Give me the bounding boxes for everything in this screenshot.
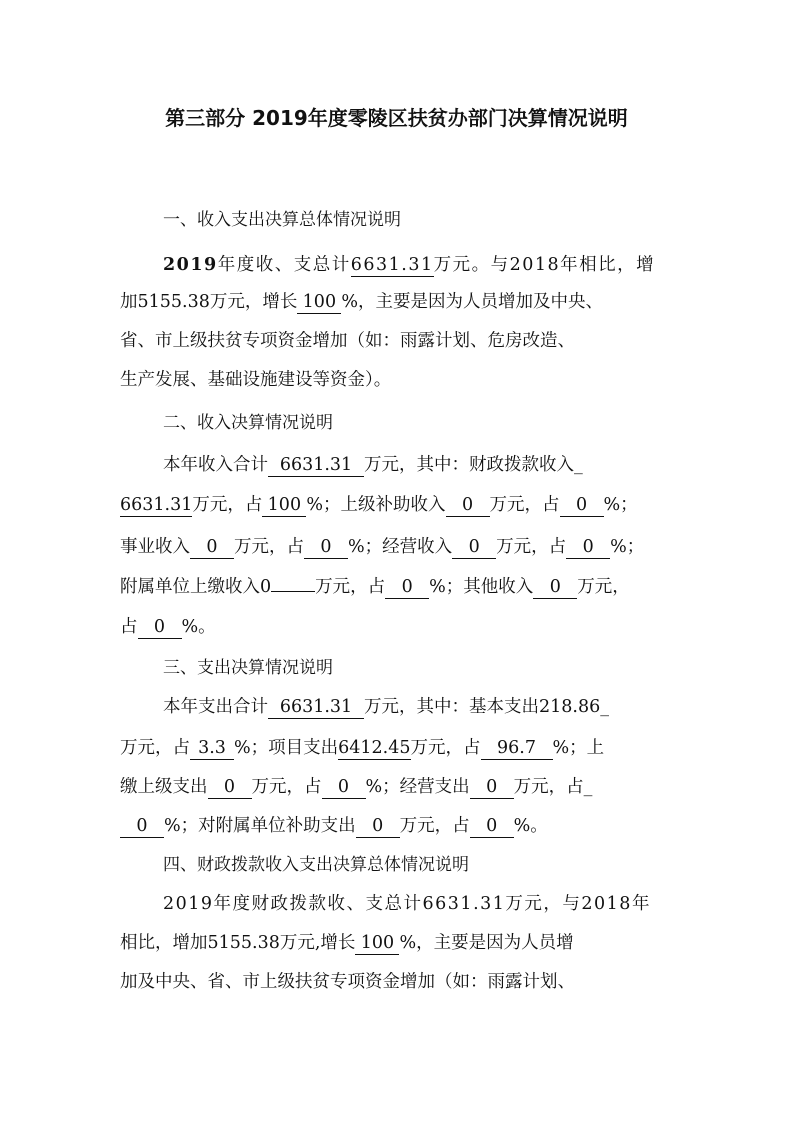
s1-line-1 [163,251,655,279]
s1-growth-value: 100 [297,291,341,314]
s3-text: %；项目支出 [234,738,339,758]
s2-text: 万元， [577,577,630,597]
s2-line-3 [120,533,644,561]
s2-text: 附属单位上缴收入0 [120,577,272,597]
s3-upper-pct: 0 [322,776,366,799]
s1-line-4: 生产发展、基础设施建设等资金）。 [120,370,392,390]
s3-upper-value: 0 [208,776,252,799]
s3-line-4 [120,812,548,840]
section-3-heading: 三、支出决算情况说明 [163,658,333,678]
s3-biz-pct: 0 [120,815,164,838]
s4-text: 相比，增加5155.38万元,增长 [120,933,356,953]
s2-text: 事业收入 [120,537,190,557]
s1-year: 2019 [163,255,218,275]
s4-growth-value: 100 [355,932,399,955]
s2-line-5 [120,613,216,641]
s2-other-pct: 0 [138,616,182,639]
s2-text: %。 [181,617,216,637]
s2-text: 万元，占 [489,495,560,515]
s3-line-2 [120,734,604,762]
s2-text: 万元，占 [315,577,386,597]
s3-text: 万元，占_ [513,777,593,797]
s4-line-3: 加及中央、省、市上级扶贫专项资金增加（如：雨露计划、 [120,972,575,992]
s2-total-value: 6631.31 [268,454,364,477]
s2-affil-pct: 0 [385,576,429,599]
s1-text: 万元。与2018年相比，增 [433,255,656,275]
s3-line-1 [163,693,609,721]
s3-total-value: 6631.31 [268,696,364,719]
s3-biz-value: 0 [470,776,514,799]
s3-text: 缴上级支出 [120,777,208,797]
s2-text: 万元，其中：财政拨款收入_ [364,455,583,475]
s3-text: %；经营支出 [365,777,470,797]
s3-text: %。 [513,816,548,836]
s3-basic-pct: 3.3 [190,737,234,760]
section-4-heading: 四、财政拨款收入支出决算总体情况说明 [163,855,469,875]
s2-text: %；经营收入 [348,537,453,557]
s2-text: %；上级补助收入 [306,495,446,515]
s3-text: 万元，占 [410,738,481,758]
s1-text: 年度收、支总计 [217,255,351,275]
s3-text: 万元，占 [120,738,190,758]
s2-upper-value: 0 [446,494,490,517]
s2-text: 万元，占 [234,537,304,557]
s3-line-3 [120,773,592,801]
s2-career-pct: 0 [304,536,348,559]
s2-affil-blank [271,591,315,592]
s3-text: 万元，占 [251,777,322,797]
s2-text: 万元，占 [496,537,567,557]
s1-text: %，主要是因为人员增加及中央、 [341,292,604,312]
s2-line-2 [120,491,638,519]
s3-text: %；对附属单位补助支出 [164,816,356,836]
s4-line-1: 2019年度财政拨款收、支总计6631.31万元，与2018年 [163,894,651,914]
s1-text: 加5155.38万元，增长 [120,292,298,312]
s2-career-value: 0 [190,536,234,559]
s2-biz-pct: 0 [566,536,610,559]
s3-project-pct: 96.7 [481,737,553,760]
s4-line-2 [120,929,574,957]
s2-line-4 [120,573,630,601]
s4-text: %，主要是因为人员增 [399,933,574,953]
s1-line-3: 省、市上级扶贫专项资金增加（如：雨露计划、危房改造、 [120,331,575,351]
s3-affil-value: 0 [356,815,400,838]
s2-text: %；其他收入 [429,577,534,597]
s2-line-1 [163,451,583,479]
s2-fiscal-pct: 100 [262,494,306,517]
s2-text: %； [610,537,645,557]
s2-biz-value: 0 [452,536,496,559]
s2-text: 万元，占 [192,495,263,515]
s3-affil-pct: 0 [470,815,514,838]
section-2-heading: 二、收入决算情况说明 [163,413,333,433]
s2-text: 占 [120,617,138,637]
s3-text: %；上 [552,738,605,758]
s3-text: 本年支出合计 [163,697,268,717]
s3-text: 万元，占 [399,816,470,836]
s3-text: 万元，其中：基本支出218.86_ [364,697,609,717]
page-title: 第三部分 2019年度零陵区扶贫办部门决算情况说明 [165,106,628,130]
s2-other-value: 0 [533,576,577,599]
s2-upper-pct: 0 [560,494,604,517]
section-1-heading: 一、收入支出决算总体情况说明 [163,210,401,230]
s2-fiscal-value: 6631.31 [120,495,193,515]
s2-text: 本年收入合计 [163,455,268,475]
s3-project-value: 6412.45 [338,738,411,758]
s1-line-2 [120,288,603,316]
s2-text: %； [603,495,638,515]
s1-total-value: 6631.31 [350,255,434,275]
